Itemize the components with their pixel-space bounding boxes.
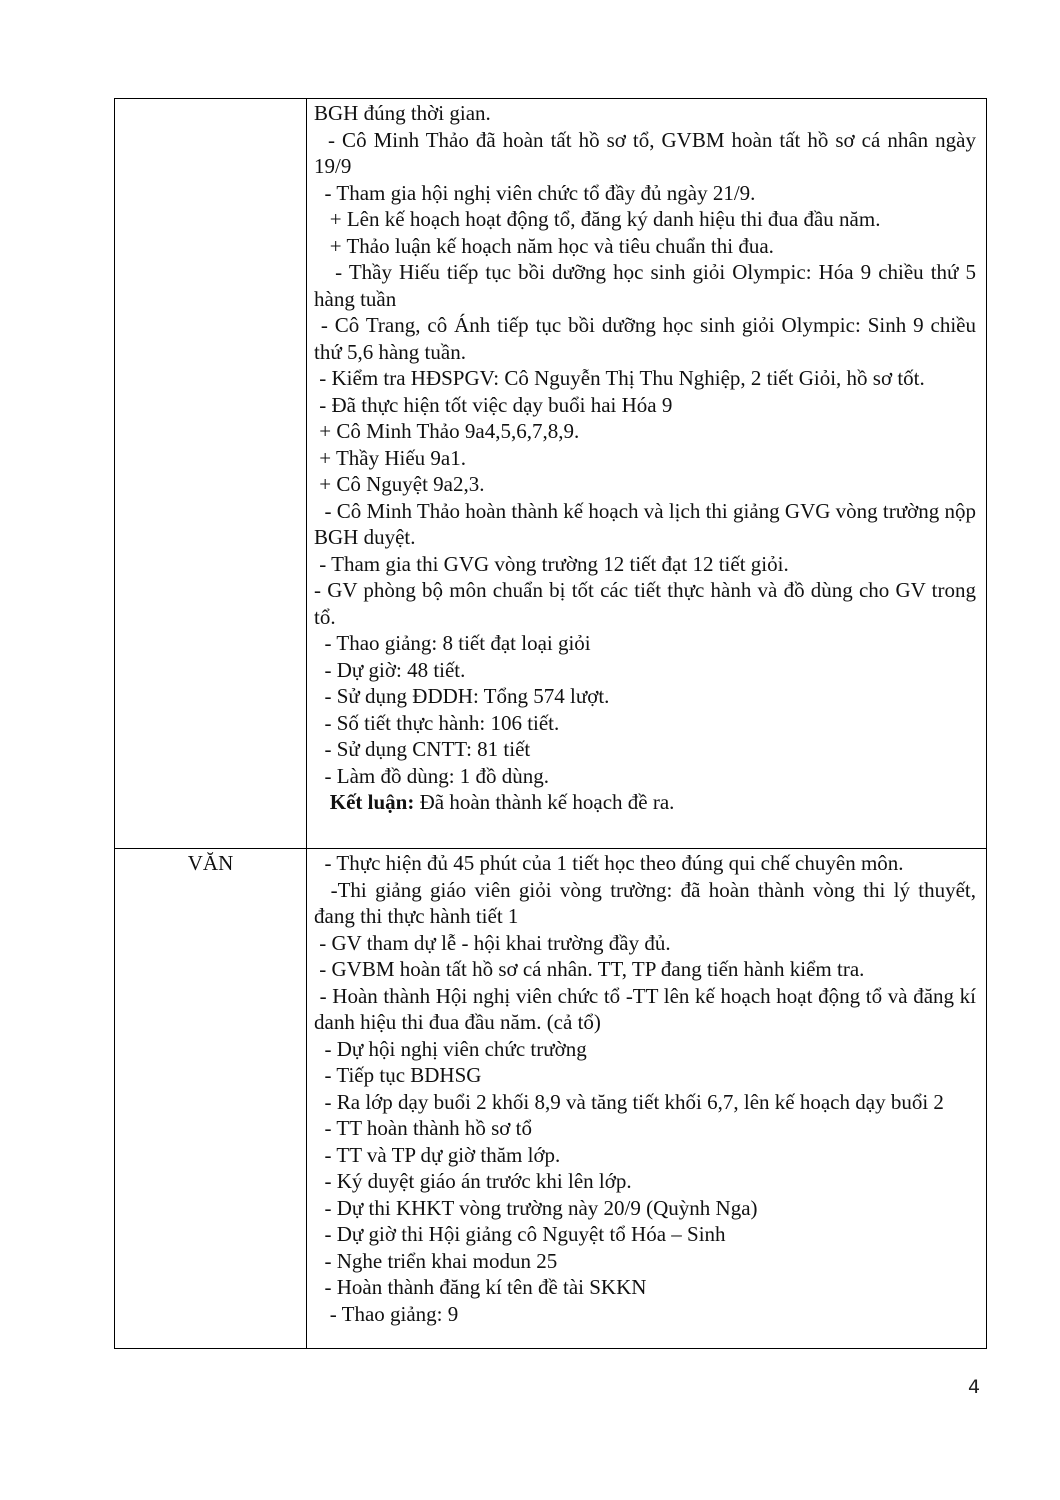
text-line: - Tiếp tục BDHSG bbox=[314, 1063, 482, 1087]
text-line: - Nghe triển khai modun 25 bbox=[314, 1248, 558, 1273]
text-line: - TT và TP dự giờ thăm lớp. bbox=[314, 1142, 561, 1167]
conclusion-label: Kết luận: bbox=[329, 790, 415, 814]
subject-cell bbox=[115, 99, 307, 849]
text-line: - Tham gia hội nghị viên chức tổ đầy đủ ngày 21/9. bbox=[314, 180, 756, 205]
text-line: - Dự giờ: 48 tiết. bbox=[314, 657, 466, 682]
text-line: + Lên kế hoạch hoạt động tổ, đăng ký danh hiệu thi đua đầu năm. bbox=[314, 207, 881, 231]
text-line: - Dự thi KHKT vòng trường này 20/9 (Quỳnh Nga) bbox=[314, 1195, 758, 1220]
table-row bbox=[115, 99, 987, 849]
text-line: - Thao giảng: 9 bbox=[314, 1301, 459, 1326]
text-line: -Thi giảng giáo viên giỏi vòng trường: đã hoàn thành vòng thi lý thuyết, đang thi thực hành tiết 1 bbox=[314, 877, 982, 928]
conclusion-line bbox=[314, 789, 976, 816]
text-line: - GV phòng bộ môn chuẩn bị tốt các tiết thực hành và đồ dùng cho GV trong tổ. bbox=[314, 578, 982, 629]
text-line: - Cô Minh Thảo hoàn thành kế hoạch và lịch thi giảng GVG vòng trường nộp BGH duyệt. bbox=[314, 498, 982, 549]
text-line: + Cô Minh Thảo 9a4,5,6,7,8,9. bbox=[314, 419, 580, 443]
text-line: - GV tham dự lễ - hội khai trường đầy đủ. bbox=[314, 930, 671, 955]
subject-cell: VĂN bbox=[115, 849, 307, 1349]
text-line: - Số tiết thực hành: 106 tiết. bbox=[314, 710, 560, 735]
text-line: - Đã thực hiện tốt việc dạy buổi hai Hóa 9 bbox=[314, 392, 673, 417]
text-line: - Sử dụng ĐDDH: Tổng 574 lượt. bbox=[314, 684, 610, 708]
page-number: 4 bbox=[968, 1376, 981, 1398]
table-row bbox=[115, 849, 987, 1349]
text-line: - Kiểm tra HĐSPGV: Cô Nguyễn Thị Thu Nghiệp, 2 tiết Giỏi, hồ sơ tốt. bbox=[314, 366, 925, 390]
text-line: - GVBM hoàn tất hồ sơ cá nhân. TT, TP đang tiến hành kiểm tra. bbox=[314, 957, 865, 981]
text-line: + Thảo luận kế hoạch năm học và tiêu chuẩn thi đua. bbox=[314, 233, 774, 258]
text-line: - Dự giờ thi Hội giảng cô Nguyệt tổ Hóa – Sinh bbox=[314, 1222, 726, 1246]
content-cell bbox=[307, 849, 987, 1349]
text-line: BGH đúng thời gian. bbox=[314, 101, 491, 125]
content-cell bbox=[307, 99, 987, 849]
text-line: - Hoàn thành đăng kí tên đề tài SKKN bbox=[314, 1275, 647, 1299]
text-line: - Ra lớp dạy buổi 2 khối 8,9 và tăng tiết khối 6,7, lên kế hoạch dạy buổi 2 bbox=[314, 1089, 944, 1114]
text-line: - Sử dụng CNTT: 81 tiết bbox=[314, 737, 531, 761]
text-line: - Hoàn thành Hội nghị viên chức tổ -TT lên kế hoạch hoạt động tổ và đăng kí danh hiệu thi đua đầu năm. (cả tổ) bbox=[314, 983, 982, 1034]
text-line: - Dự hội nghị viên chức trường bbox=[314, 1036, 587, 1061]
text-line: - Thầy Hiếu tiếp tục bồi dưỡng học sinh giỏi Olympic: Hóa 9 chiều thứ 5 hàng tuần bbox=[314, 260, 982, 311]
text-line: + Thầy Hiếu 9a1. bbox=[314, 445, 467, 470]
text-line: - Thao giảng: 8 tiết đạt loại giỏi bbox=[314, 631, 591, 655]
text-line: - Cô Minh Thảo đã hoàn tất hồ sơ tổ, GVBM hoàn tất hồ sơ cá nhân ngày 19/9 bbox=[314, 127, 982, 178]
text-line: - Ký duyệt giáo án trước khi lên lớp. bbox=[314, 1169, 632, 1193]
text-line: + Cô Nguyệt 9a2,3. bbox=[314, 472, 485, 496]
conclusion-text: Đã hoàn thành kế hoạch đề ra. bbox=[414, 790, 675, 814]
text-line: - Cô Trang, cô Ánh tiếp tục bồi dưỡng học sinh giỏi Olympic: Sinh 9 chiều thứ 5,6 hàng tuần. bbox=[314, 313, 982, 364]
report-table bbox=[114, 98, 987, 1349]
text-line: - Làm đồ dùng: 1 đồ dùng. bbox=[314, 763, 550, 788]
text-line: - TT hoàn thành hồ sơ tổ bbox=[314, 1116, 532, 1140]
text-line: - Tham gia thi GVG vòng trường 12 tiết đạt 12 tiết giỏi. bbox=[314, 551, 789, 576]
text-line: - Thực hiện đủ 45 phút của 1 tiết học theo đúng qui chế chuyên môn. bbox=[314, 851, 904, 875]
